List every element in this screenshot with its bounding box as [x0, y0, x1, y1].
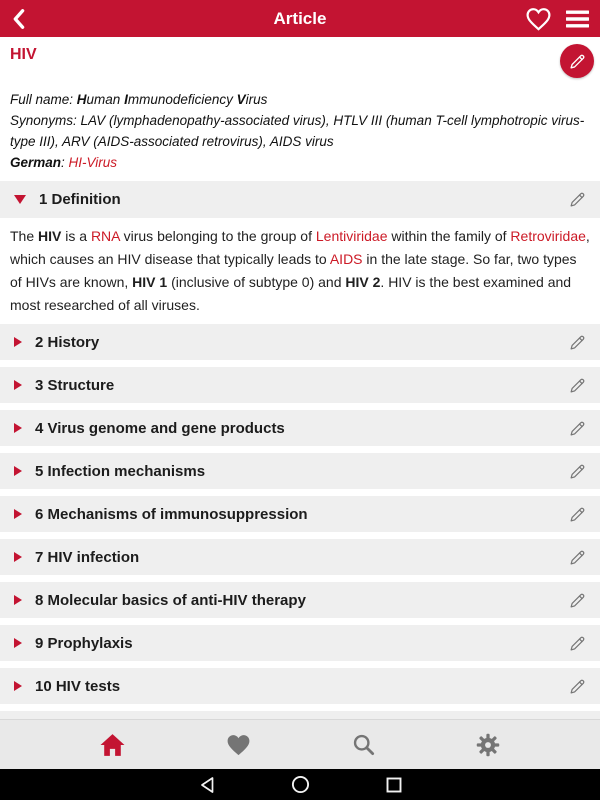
section-row[interactable] — [0, 668, 600, 704]
expand-triangle-icon — [14, 423, 22, 433]
section-title: 6 Mechanisms of immunosuppression — [35, 505, 308, 523]
home-icon — [99, 733, 126, 757]
app-bar-actions — [525, 7, 589, 31]
edit-section-icon[interactable] — [569, 463, 586, 480]
edit-section-icon[interactable] — [569, 549, 586, 566]
settings-tab-button[interactable] — [475, 732, 501, 758]
section-row[interactable] — [0, 625, 600, 661]
favorites-heart-icon — [225, 733, 252, 757]
android-recents-button[interactable] — [386, 777, 402, 793]
article-title: HIV — [10, 46, 37, 63]
back-icon — [199, 776, 215, 794]
edit-section-icon[interactable] — [569, 334, 586, 351]
collapse-triangle-icon — [14, 195, 26, 204]
section-header-definition[interactable] — [0, 181, 600, 218]
back-button[interactable] — [11, 8, 26, 30]
search-tab-button[interactable] — [351, 732, 376, 757]
android-home-button[interactable] — [291, 775, 310, 794]
section-title: 7 HIV infection — [35, 548, 140, 566]
partial-section-bar — [0, 711, 600, 719]
section-title: 1 Definition — [39, 191, 121, 208]
section-title: 3 Structure — [35, 376, 115, 394]
edit-section-icon[interactable] — [569, 420, 586, 437]
german-line: German: HI-Virus — [10, 155, 118, 170]
section-title: 5 Infection mechanisms — [35, 462, 206, 480]
section-row[interactable] — [0, 410, 600, 446]
app-bar — [0, 0, 600, 37]
search-icon — [351, 732, 376, 757]
app-bar-title: Article — [273, 8, 327, 28]
section-row[interactable] — [0, 367, 600, 403]
section-title: 10 HIV tests — [35, 677, 121, 695]
expand-triangle-icon — [14, 380, 22, 390]
section-row[interactable] — [0, 582, 600, 618]
expand-triangle-icon — [14, 466, 22, 476]
android-navigation-bar — [0, 769, 600, 800]
hamburger-menu-icon — [566, 9, 589, 29]
section-row[interactable] — [0, 539, 600, 575]
favorite-button[interactable] — [525, 7, 552, 31]
expand-triangle-icon — [14, 638, 22, 648]
menu-button[interactable] — [566, 9, 589, 29]
section-title: 9 Prophylaxis — [35, 634, 133, 652]
section-title: 2 History — [35, 333, 100, 351]
section-row[interactable] — [0, 496, 600, 532]
home-circle-icon — [291, 775, 310, 794]
definition-paragraph: The HIV is a RNA virus belonging to the group of Lentiviridae within the family of Retroviridae, which causes an HIV disease that typically leads to AIDS in the late stage. So far, two types of HIVs are known, HIV 1 (inclusive of subtype 0) and HIV 2. HIV is the best examined and most researched of all viruses. — [10, 228, 590, 313]
section-list — [0, 324, 600, 704]
expand-triangle-icon — [14, 552, 22, 562]
expand-triangle-icon — [14, 509, 22, 519]
edit-article-button[interactable] — [560, 44, 594, 78]
edit-section-icon[interactable] — [569, 678, 586, 695]
edit-section-icon[interactable] — [569, 506, 586, 523]
android-back-button[interactable] — [199, 776, 215, 794]
section-title: 4 Virus genome and gene products — [35, 419, 285, 437]
pencil-icon — [569, 53, 586, 70]
section-row[interactable] — [0, 453, 600, 489]
article-content — [0, 37, 600, 719]
recents-square-icon — [386, 777, 402, 793]
expand-triangle-icon — [14, 595, 22, 605]
expand-triangle-icon — [14, 337, 22, 347]
expand-triangle-icon — [14, 681, 22, 691]
article-intro — [10, 89, 590, 173]
edit-section-icon[interactable] — [569, 191, 586, 208]
settings-gear-icon — [475, 732, 501, 758]
heart-outline-icon — [525, 7, 552, 31]
favorites-tab-button[interactable] — [225, 733, 252, 757]
home-tab-button[interactable] — [99, 733, 126, 757]
synonyms-line: Synonyms: LAV (lymphadenopathy-associated virus), HTLV III (human T-cell lymphotropic virus-type III), ARV (AIDS-associated retrovirus), AIDS virus — [10, 113, 585, 149]
section-title: 8 Molecular basics of anti-HIV therapy — [35, 591, 306, 609]
edit-section-icon[interactable] — [569, 635, 586, 652]
bottom-toolbar — [0, 719, 600, 769]
full-name-line: Full name: Human Immunodeficiency Virus — [10, 92, 268, 107]
edit-section-icon[interactable] — [569, 592, 586, 609]
section-row[interactable] — [0, 324, 600, 360]
back-chevron-icon — [11, 8, 26, 30]
edit-section-icon[interactable] — [569, 377, 586, 394]
